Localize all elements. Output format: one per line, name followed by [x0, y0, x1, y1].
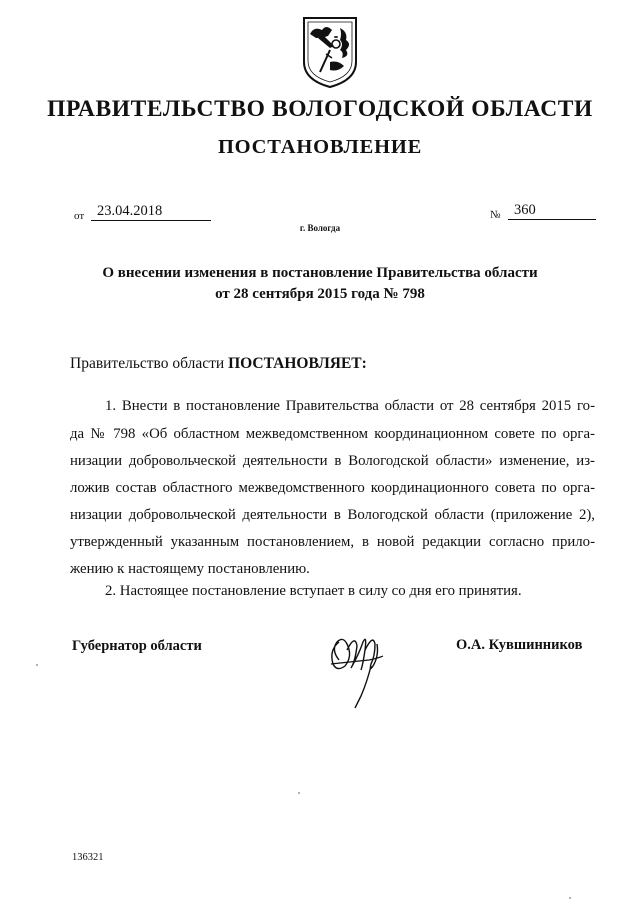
- scan-speck: [36, 664, 38, 666]
- subject-line-1: О внесении изменения в постановление Правительства области: [102, 265, 538, 281]
- scan-speck: [569, 897, 571, 899]
- paragraph-2: 2. Настоящее постановление вступает в силу со дня его принятия.: [105, 583, 522, 599]
- government-title: ПРАВИТЕЛЬСТВО ВОЛОГОДСКОЙ ОБЛАСТИ: [47, 96, 593, 122]
- paragraph-1-line: низации добровольческой деятельности в Вологодской области» изменение, из-: [70, 453, 595, 469]
- preamble-emphasis: ПОСТАНОВЛЯЕТ:: [228, 355, 367, 372]
- scan-speck: [298, 792, 300, 794]
- paragraph-1-line: жению к настоящему постановлению.: [70, 561, 310, 577]
- preamble: [70, 355, 367, 373]
- paragraph-1-line: ложив состав областного межведомственного координационного совета по орга-: [70, 480, 595, 496]
- paragraph-1-line: да № 798 «Об областном межведомственном координационном совете по орга-: [70, 426, 595, 442]
- document-number: 360: [508, 202, 596, 220]
- signatory-position: Губернатор области: [72, 638, 202, 654]
- preamble-text: Правительство области: [70, 355, 229, 372]
- paragraph-1-line: 1. Внести в постановление Правительства области от 28 сентября 2015 го-: [105, 398, 595, 414]
- handwritten-signature: [325, 620, 387, 712]
- date-label: от: [74, 210, 85, 222]
- document-date: 23.04.2018: [91, 203, 211, 221]
- paragraph-1-line: низации добровольческой деятельности в Вологодской области (приложение 2),: [70, 507, 595, 523]
- city: г. Вологда: [299, 223, 341, 233]
- coat-of-arms-icon: [300, 14, 360, 90]
- paragraph-1-line: утвержденный указанным постановлением, в новой редакции согласно прило-: [70, 534, 595, 550]
- registration-number: 136321: [72, 852, 104, 863]
- signatory-name: О.А. Кувшинников: [456, 637, 583, 653]
- subject-line-2: от 28 сентября 2015 года № 798: [215, 286, 425, 302]
- number-label: №: [490, 209, 501, 221]
- document-type: ПОСТАНОВЛЕНИЕ: [217, 136, 423, 158]
